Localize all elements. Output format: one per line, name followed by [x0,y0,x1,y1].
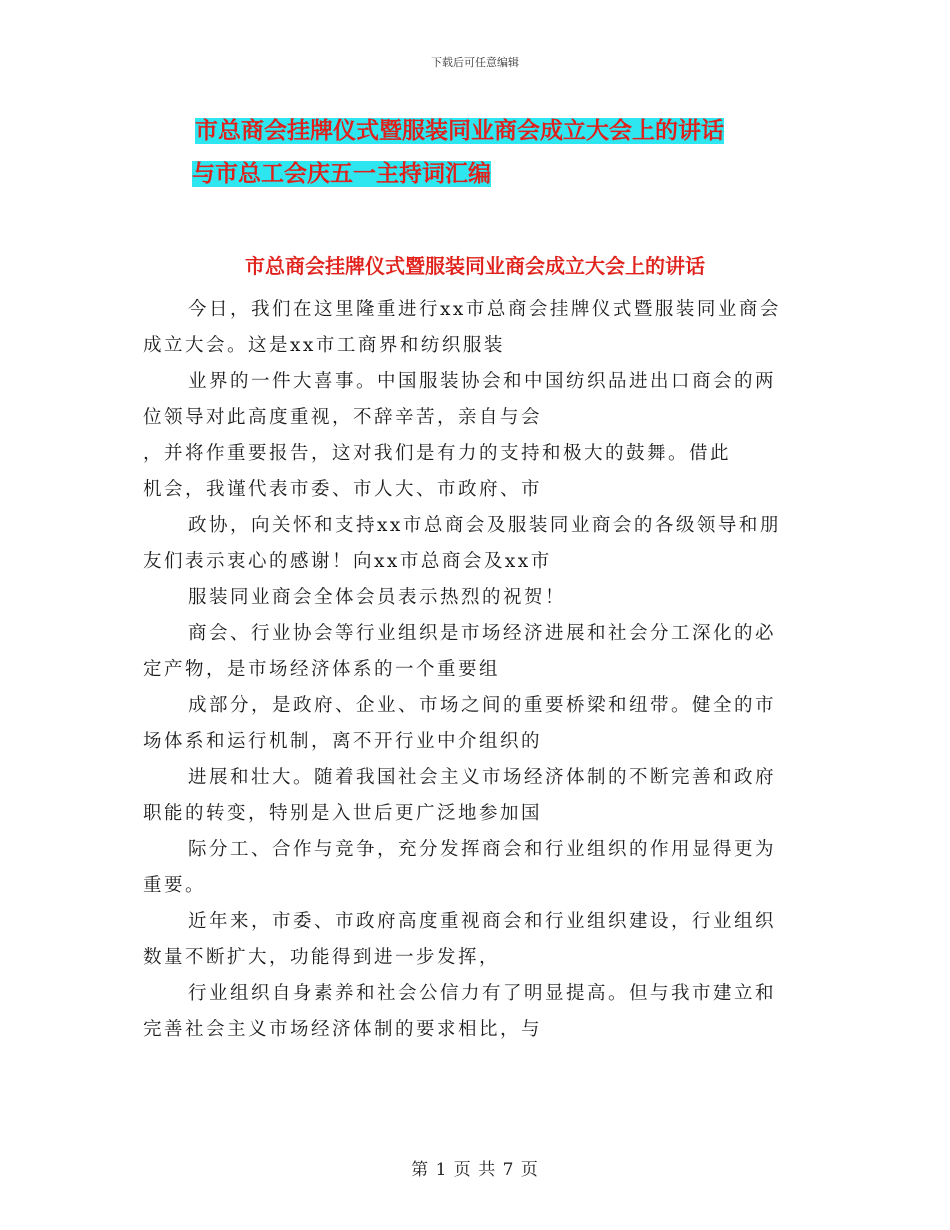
body-line: 今日，我们在这里隆重进行xx市总商会挂牌仪式暨服装同业商会 [188,299,781,320]
body-line: ，并将作重要报告，这对我们是有力的支持和极大的鼓舞。借此 [143,443,732,464]
main-title-line-2 [192,153,815,196]
main-title-line-1-text: 市总商会挂牌仪式暨服装同业商会成立大会上的讲话 [195,118,724,144]
body-text [143,292,813,1048]
body-line: 政协，向关怀和支持xx市总商会及服装同业商会的各级领导和朋 [188,515,781,536]
main-title-line-1 [195,110,815,153]
page-footer: 第 1 页 共 7 页 [411,1160,539,1180]
body-line: 成部分，是政府、企业、市场之间的重要桥梁和纽带。健全的市 [188,695,777,716]
body-line: 服装同业商会全体会员表示热烈的祝贺！ [188,587,567,608]
body-line: 机会，我谨代表市委、市人大、市政府、市 [143,479,543,500]
body-line: 成立大会。这是xx市工商界和纺织服装 [143,335,505,356]
body-line: 近年来，市委、市政府高度重视商会和行业组织建设，行业组织 [188,911,777,932]
body-line: 完善社会主义市场经济体制的要求相比，与 [143,1019,543,1040]
body-line: 场体系和运行机制，离不开行业中介组织的 [143,731,543,752]
body-line: 定产物，是市场经济体系的一个重要组 [143,659,501,680]
body-line: 友们表示衷心的感谢！向xx市总商会及xx市 [143,551,552,572]
body-line: 重要。 [143,875,207,896]
header-note: 下载后可任意编辑 [431,56,519,69]
body-line: 职能的转变，特别是入世后更广泛地参加国 [143,803,543,824]
body-line: 业界的一件大喜事。中国服装协会和中国纺织品进出口商会的两 [188,371,777,392]
body-line: 进展和壮大。随着我国社会主义市场经济体制的不断完善和政府 [188,767,777,788]
body-line: 商会、行业协会等行业组织是市场经济进展和社会分工深化的必 [188,623,777,644]
body-line: 数量不断扩大，功能得到进一步发挥， [143,947,501,968]
main-title [192,110,815,196]
body-line: 际分工、合作与竞争，充分发挥商会和行业组织的作用显得更为 [188,839,777,860]
body-line: 位领导对此高度重视，不辞辛苦，亲自与会 [143,407,543,428]
section-title: 市总商会挂牌仪式暨服装同业商会成立大会上的讲话 [245,254,705,278]
main-title-line-2-text: 与市总工会庆五一主持词汇编 [192,161,491,187]
body-line: 行业组织自身素养和社会公信力有了明显提高。但与我市建立和 [188,983,777,1004]
